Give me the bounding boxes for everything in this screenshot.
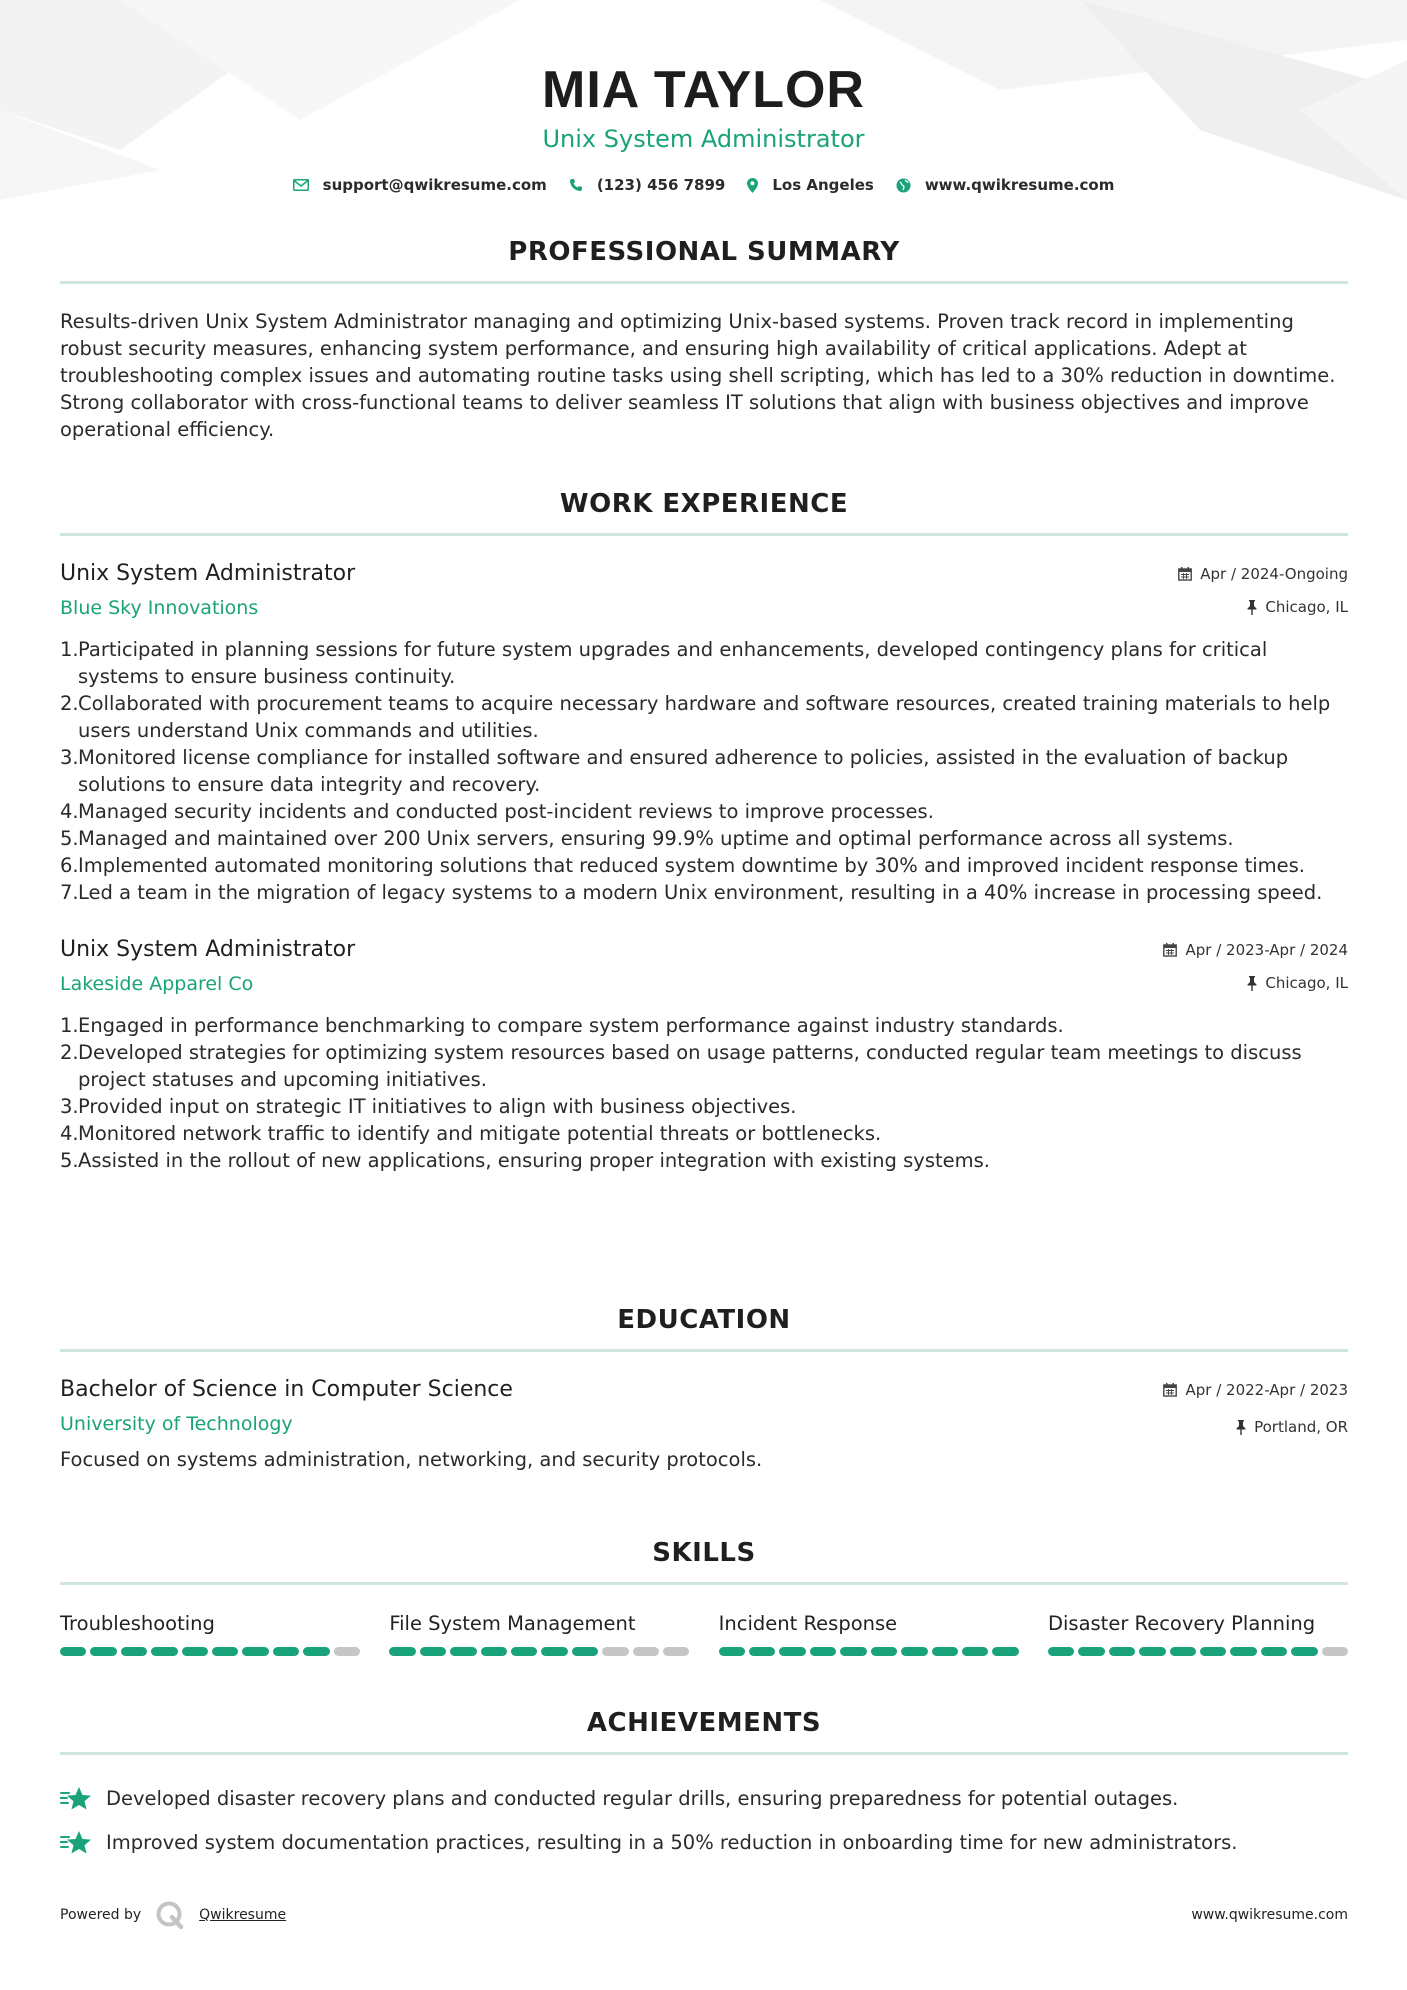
- rating-segment-filled: [749, 1647, 775, 1656]
- list-item: Monitored network traffic to identify and mitigate potential threats or bottlenecks.: [78, 1122, 882, 1145]
- phone-text: (123) 456 7899: [596, 176, 726, 194]
- rating-segment-filled: [1261, 1647, 1287, 1656]
- job-entry: [60, 560, 1348, 906]
- powered-by-label: Powered by: [60, 1907, 142, 1923]
- calendar-icon: [1163, 1383, 1177, 1397]
- education-meta: [1163, 1380, 1348, 1437]
- candidate-name: MIA TAYLOR: [542, 61, 865, 119]
- rating-segment-filled: [901, 1647, 927, 1656]
- skill-rating-bar: [60, 1647, 360, 1656]
- rating-segment-filled: [992, 1647, 1018, 1656]
- contact-phone[interactable]: [569, 176, 726, 194]
- rating-segment-filled: [810, 1647, 836, 1656]
- rating-segment-filled: [871, 1647, 897, 1656]
- summary-section: [60, 236, 1348, 443]
- rating-segment-filled: [572, 1647, 598, 1656]
- rating-segment-filled: [1048, 1647, 1074, 1656]
- phone-icon: [569, 178, 583, 192]
- skill-name: Troubleshooting: [60, 1612, 215, 1635]
- rating-segment-filled: [273, 1647, 299, 1656]
- job-entry: [60, 936, 1348, 1174]
- list-item: Led a team in the migration of legacy systems to a modern Unix environment, resulting in a 40% increase in processing speed.: [78, 881, 1323, 904]
- achievement-text: Developed disaster recovery plans and conducted regular drills, ensuring preparedness for potential outages.: [106, 1787, 1179, 1810]
- achievements-section: [60, 1707, 1348, 1865]
- rating-segment-filled: [840, 1647, 866, 1656]
- job-company: Lakeside Apparel Co: [60, 973, 254, 995]
- rating-segment-filled: [420, 1647, 446, 1656]
- contact-location: [747, 176, 873, 194]
- rating-segment-filled: [212, 1647, 238, 1656]
- list-item: Managed and maintained over 200 Unix servers, ensuring 99.9% uptime and optimal performance across all systems.: [78, 827, 1234, 850]
- rating-segment-filled: [1109, 1647, 1135, 1656]
- location-text: Portland, OR: [1254, 1418, 1348, 1436]
- rating-segment-filled: [389, 1647, 415, 1656]
- rating-segment-empty: [602, 1647, 628, 1656]
- rating-segment-empty: [334, 1647, 360, 1656]
- rating-segment-filled: [450, 1647, 476, 1656]
- skill-rating-bar: [1048, 1647, 1348, 1656]
- list-item: Provided input on strategic IT initiatives to align with business objectives.: [78, 1095, 797, 1118]
- rating-segment-filled: [1200, 1647, 1226, 1656]
- envelope-icon: [293, 179, 309, 191]
- calendar-icon: [1163, 943, 1177, 957]
- job-dates: [1163, 940, 1348, 960]
- job-title: Unix System Administrator: [60, 561, 356, 586]
- experience-section: [60, 488, 1348, 1174]
- skills-heading: SKILLS: [652, 1538, 756, 1568]
- list-item: Assisted in the rollout of new applications, ensuring proper integration with existing systems.: [78, 1149, 990, 1172]
- rating-segment-filled: [932, 1647, 958, 1656]
- rating-segment-filled: [182, 1647, 208, 1656]
- rating-segment-filled: [541, 1647, 567, 1656]
- pushpin-icon: [1236, 1420, 1246, 1435]
- footer-website[interactable]: www.qwikresume.com: [1191, 1907, 1348, 1923]
- job-location: [1178, 597, 1348, 617]
- job-meta: [1163, 940, 1348, 993]
- degree-title: Bachelor of Science in Computer Science: [60, 1377, 513, 1402]
- rating-segment-empty: [1322, 1647, 1348, 1656]
- location-text: Los Angeles: [772, 176, 874, 194]
- experience-heading: WORK EXPERIENCE: [559, 489, 849, 519]
- qwikresume-logo-icon: [155, 1900, 185, 1930]
- job-location: [1163, 973, 1348, 993]
- list-item: Monitored license compliance for installed software and ensured adherence to policies, assisted in the evaluation of backup solutions to ensure data integrity and recovery.: [78, 746, 1289, 796]
- rating-segment-empty: [663, 1647, 689, 1656]
- map-pin-icon: [747, 178, 758, 193]
- resume-header: [0, 0, 1407, 194]
- job-dates: [1178, 564, 1348, 584]
- job-company: Blue Sky Innovations: [60, 597, 259, 619]
- rating-segment-filled: [1078, 1647, 1104, 1656]
- skill-name: Disaster Recovery Planning: [1047, 1612, 1316, 1635]
- education-dates: [1163, 1380, 1348, 1400]
- candidate-title: Unix System Administrator: [542, 125, 865, 153]
- list-item: Engaged in performance benchmarking to compare system performance against industry standards.: [78, 1014, 1064, 1037]
- school-name: University of Technology: [60, 1413, 293, 1435]
- rating-segment-filled: [511, 1647, 537, 1656]
- dates-text: Apr / 2022-Apr / 2023: [1185, 1381, 1348, 1399]
- rating-segment-filled: [719, 1647, 745, 1656]
- education-heading: EDUCATION: [617, 1305, 791, 1335]
- summary-heading: PROFESSIONAL SUMMARY: [508, 237, 900, 267]
- rating-segment-filled: [151, 1647, 177, 1656]
- website-text: www.qwikresume.com: [924, 176, 1115, 194]
- rating-segment-filled: [60, 1647, 86, 1656]
- skill-item: [60, 1611, 360, 1656]
- skill-item: [1048, 1611, 1348, 1656]
- skills-row: [60, 1611, 1348, 1656]
- job-title: Unix System Administrator: [60, 937, 356, 962]
- globe-icon: [896, 178, 911, 193]
- rating-segment-empty: [633, 1647, 659, 1656]
- list-item: Collaborated with procurement teams to acquire necessary hardware and software resources, created training materials to help users understand Unix commands and utilities.: [78, 692, 1331, 742]
- rating-segment-filled: [779, 1647, 805, 1656]
- skill-name: Incident Response: [718, 1612, 898, 1635]
- list-item: Developed strategies for optimizing system resources based on usage patterns, conducted regular team meetings to discuss project statuses and upcoming initiatives.: [78, 1041, 1302, 1091]
- education-entry: [60, 1376, 1348, 1473]
- education-description: Focused on systems administration, networking, and security protocols.: [60, 1448, 763, 1471]
- job-bullets: [60, 1012, 1348, 1174]
- star-icon: [60, 1830, 94, 1856]
- rating-segment-filled: [90, 1647, 116, 1656]
- dates-text: Apr / 2024-Ongoing: [1200, 565, 1348, 583]
- section-divider: [60, 1349, 1348, 1352]
- rating-segment-filled: [303, 1647, 329, 1656]
- email-text: support@qwikresume.com: [322, 176, 547, 194]
- achievements-heading: ACHIEVEMENTS: [586, 1708, 822, 1738]
- calendar-icon: [1178, 567, 1192, 581]
- powered-by: [60, 1900, 286, 1930]
- rating-segment-filled: [1230, 1647, 1256, 1656]
- rating-segment-filled: [242, 1647, 268, 1656]
- skill-item: [719, 1611, 1019, 1656]
- skills-section: [60, 1537, 1348, 1656]
- page-footer: [60, 1900, 1348, 1930]
- dates-text: Apr / 2023-Apr / 2024: [1185, 941, 1348, 959]
- contact-website[interactable]: [896, 176, 1115, 194]
- rating-segment-filled: [1170, 1647, 1196, 1656]
- skill-rating-bar: [719, 1647, 1019, 1656]
- rating-segment-filled: [1291, 1647, 1317, 1656]
- section-divider: [60, 533, 1348, 536]
- section-divider: [60, 1752, 1348, 1755]
- summary-text: Results-driven Unix System Administrator managing and optimizing Unix-based systems. Proven track record in implementing robust security measures, enhancing system performance, and ensuring high availability of critical applications. Adept at troubleshooting complex issues and automating routine tasks using shell scripting, which has led to a 30% reduction in downtime. Strong collaborator with cross-functional teams to deliver seamless IT solutions that align with business objectives and improve operational efficiency.: [60, 310, 1336, 441]
- list-item: Implemented automated monitoring solutions that reduced system downtime by 30% and improved incident response times.: [78, 854, 1306, 877]
- achievement-text: Improved system documentation practices, resulting in a 50% reduction in onboarding time for new administrators.: [106, 1831, 1238, 1854]
- list-item: Participated in planning sessions for future system upgrades and enhancements, developed contingency plans for critical systems to ensure business continuity.: [78, 638, 1268, 688]
- list-item: [60, 1821, 1348, 1865]
- section-divider: [60, 1582, 1348, 1585]
- brand-link[interactable]: Qwikresume: [199, 1907, 287, 1923]
- job-bullets: [60, 636, 1348, 906]
- education-section: [60, 1304, 1348, 1473]
- rating-segment-filled: [1139, 1647, 1165, 1656]
- pushpin-icon: [1247, 600, 1257, 615]
- list-item: [60, 1777, 1348, 1821]
- rating-segment-filled: [121, 1647, 147, 1656]
- contact-bar: [0, 176, 1407, 194]
- achievements-list: [60, 1777, 1348, 1865]
- list-item: Managed security incidents and conducted post-incident reviews to improve processes.: [78, 800, 934, 823]
- skill-rating-bar: [389, 1647, 689, 1656]
- section-divider: [60, 281, 1348, 284]
- rating-segment-filled: [962, 1647, 988, 1656]
- skill-name: File System Management: [389, 1612, 636, 1635]
- rating-segment-filled: [481, 1647, 507, 1656]
- star-icon: [60, 1786, 94, 1812]
- pushpin-icon: [1247, 976, 1257, 991]
- location-text: Chicago, IL: [1265, 974, 1348, 992]
- education-location: [1163, 1417, 1348, 1437]
- location-text: Chicago, IL: [1265, 598, 1348, 616]
- contact-email[interactable]: [293, 176, 547, 194]
- job-meta: [1178, 564, 1348, 617]
- skill-item: [389, 1611, 689, 1656]
